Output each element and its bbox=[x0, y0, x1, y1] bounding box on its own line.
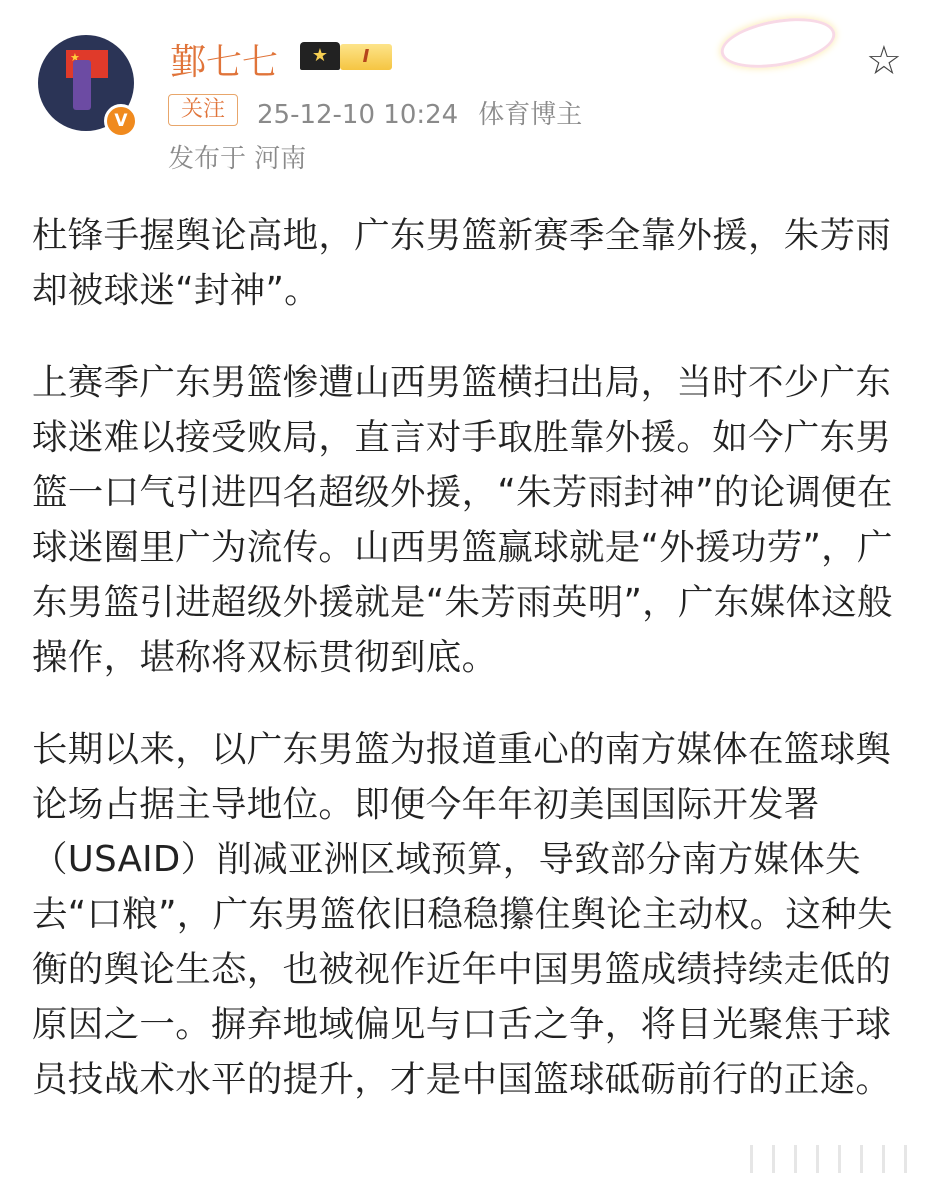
follow-button[interactable]: 关注 bbox=[168, 94, 238, 126]
post-content bbox=[32, 208, 912, 1144]
post-meta bbox=[257, 94, 602, 131]
author-name[interactable]: 鄞七七 bbox=[170, 42, 279, 83]
paragraph: 长期以来，以广东男篮为报道重心的南方媒体在篮球舆论场占据主导地位。即便今年年初美国国际开发署（USAID）削减亚洲区域预算，导致部分南方媒体失去“口粮”，广东男篮依旧稳稳攥住舆论主动权。这种失衡的舆论生态，也被视作近年中国男篮成绩持续走低的原因之一。摒弃地域偏见与口舌之争，将目光聚焦于球员技战术水平的提升，才是中国篮球砥砺前行的正途。 bbox=[32, 729, 893, 1100]
post-location: 发布于 河南 bbox=[168, 144, 307, 174]
verified-icon: V bbox=[104, 104, 138, 138]
decoration-halo-icon bbox=[717, 10, 839, 75]
favorite-star-icon[interactable]: ☆ bbox=[866, 38, 902, 84]
paragraph: 上赛季广东男篮惨遭山西男篮横扫出局，当时不少广东球迷难以接受败局，直言对手取胜靠外援。如今广东男篮一口气引进四名超级外援，“朱芳雨封神”的论调便在球迷圈里广为流传。山西男篮赢球就是“外援功劳”，广东男篮引进超级外援就是“朱芳雨英明”，广东媒体这般操作，堪称将双标贯彻到底。 bbox=[32, 362, 893, 678]
player-figure bbox=[73, 60, 91, 110]
level-badge[interactable]: I bbox=[340, 44, 392, 70]
crown-icon: ★ bbox=[300, 42, 340, 70]
paragraph: 杜锋手握舆论高地，广东男篮新赛季全靠外援，朱芳雨却被球迷“封神”。 bbox=[32, 215, 892, 311]
post-timestamp: 25-12-10 10:24 bbox=[257, 100, 459, 130]
author-category: 体育博主 bbox=[478, 100, 583, 130]
watermark-artifact bbox=[750, 1145, 925, 1173]
